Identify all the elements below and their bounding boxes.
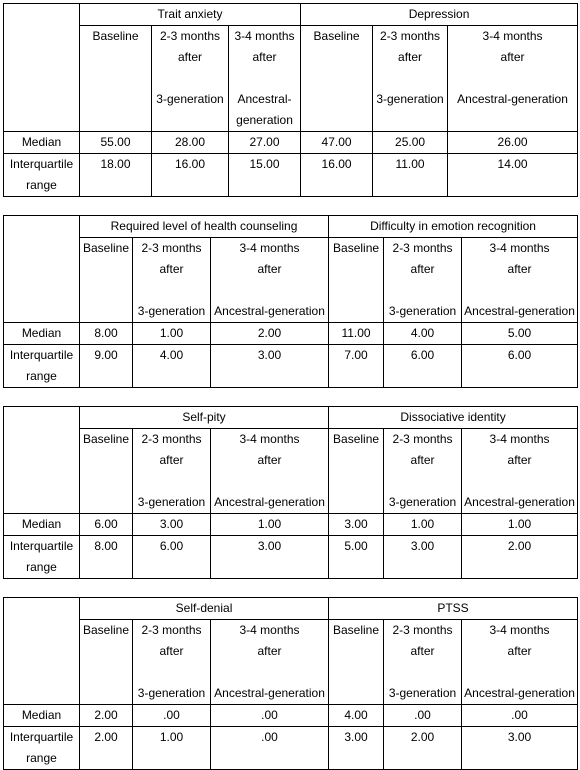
header-line: Baseline: [82, 241, 130, 255]
header-line: 3-4 months: [482, 29, 543, 43]
header-line: 2-3 months: [141, 623, 202, 637]
header-line: 2-3 months: [159, 29, 221, 43]
header-line: 3-generation: [137, 495, 206, 509]
value-cell: 2.00: [462, 536, 578, 579]
header-line: Ancestral-: [237, 92, 292, 106]
value-cell: 4.00: [329, 705, 384, 727]
value-cell: 6.00: [80, 514, 133, 536]
col-header-2-3-months: [384, 620, 462, 705]
header-line: after: [500, 50, 525, 64]
value-cell: .00: [462, 705, 578, 727]
value-cell: 3.00: [329, 514, 384, 536]
header-line: 2-3 months: [141, 432, 202, 446]
row-label: Median: [4, 323, 80, 345]
value-cell: 6.00: [384, 345, 462, 388]
header-line: after: [410, 644, 435, 658]
header-line: 3-generation: [388, 495, 457, 509]
header-line: after: [507, 644, 532, 658]
header-line: after: [410, 453, 435, 467]
value-cell: 5.00: [329, 536, 384, 579]
value-cell: 3.00: [211, 536, 329, 579]
sub-header-row: [4, 238, 578, 323]
value-cell: 4.00: [384, 323, 462, 345]
header-line: 3-generation: [156, 92, 224, 106]
value-cell: 3.00: [329, 727, 384, 770]
table-row-iqr: [4, 536, 578, 579]
group-header-row: [4, 216, 578, 238]
col-header-3-4-months: [462, 238, 578, 323]
value-cell: 2.00: [211, 323, 329, 345]
header-line: after: [257, 644, 282, 658]
value-cell: .00: [384, 705, 462, 727]
value-cell: 8.00: [80, 323, 133, 345]
header-line: 3-4 months: [239, 241, 300, 255]
header-line: 3-generation: [388, 686, 457, 700]
header-line: after: [507, 453, 532, 467]
corner-cell: [4, 407, 80, 514]
col-header-3-4-months: [211, 238, 329, 323]
value-cell: 16.00: [301, 154, 373, 197]
value-cell: 26.00: [448, 132, 578, 154]
row-label: Median: [4, 514, 80, 536]
header-line: after: [177, 50, 202, 64]
header-line: after: [410, 262, 435, 276]
stats-table-selfdenial-ptss: [3, 597, 578, 770]
table-row-iqr: [4, 727, 578, 770]
table-row-median: [4, 132, 578, 154]
group-title: PTSS: [329, 598, 578, 620]
col-header-2-3-months: [384, 429, 462, 514]
value-cell: 3.00: [211, 345, 329, 388]
header-line: 3-4 months: [239, 432, 300, 446]
value-cell: 47.00: [301, 132, 373, 154]
group-header-row: [4, 4, 578, 26]
table-row-median: [4, 323, 578, 345]
header-line: 2-3 months: [380, 29, 441, 43]
value-cell: 1.00: [133, 727, 211, 770]
col-header-2-3-months: [384, 238, 462, 323]
col-header-3-4-months: [462, 620, 578, 705]
header-line: 3-generation: [137, 686, 206, 700]
stats-table-selfpity-dissociative: [3, 406, 578, 579]
col-header-baseline: [80, 620, 133, 705]
header-line: after: [159, 644, 184, 658]
header-line: Ancestral-generation: [464, 686, 575, 700]
header-line: Baseline: [333, 432, 380, 446]
group-header-row: [4, 407, 578, 429]
value-cell: 55.00: [80, 132, 152, 154]
group-title: Depression: [301, 4, 578, 26]
header-line: after: [257, 262, 282, 276]
header-line: generation: [236, 113, 293, 127]
header-line: 3-4 months: [489, 623, 550, 637]
col-header-baseline: [301, 26, 373, 132]
value-cell: 18.00: [80, 154, 152, 197]
header-line: Baseline: [333, 623, 380, 637]
col-header-2-3-months: [373, 26, 448, 132]
value-cell: 1.00: [384, 514, 462, 536]
value-cell: 1.00: [133, 323, 211, 345]
header-line: after: [257, 453, 282, 467]
header-line: 3-generation: [388, 304, 457, 318]
group-title: Required level of health counseling: [80, 216, 329, 238]
value-cell: 15.00: [229, 154, 301, 197]
stats-table-trait-anxiety-depression: [3, 3, 578, 197]
value-cell: 11.00: [329, 323, 384, 345]
row-label: Median: [4, 705, 80, 727]
value-cell: 3.00: [462, 727, 578, 770]
value-cell: 3.00: [384, 536, 462, 579]
row-label: Interquartile range: [4, 345, 80, 388]
header-line: Ancestral-generation: [464, 495, 575, 509]
value-cell: 3.00: [133, 514, 211, 536]
table-row-median: [4, 705, 578, 727]
value-cell: 11.00: [373, 154, 448, 197]
table-row-iqr: [4, 154, 578, 197]
header-line: Ancestral-generation: [214, 304, 325, 318]
group-title: Self-denial: [80, 598, 329, 620]
header-line: 3-4 months: [489, 241, 550, 255]
value-cell: 16.00: [152, 154, 229, 197]
value-cell: 25.00: [373, 132, 448, 154]
header-line: Baseline: [82, 432, 130, 446]
row-label: Median: [4, 132, 80, 154]
sub-header-row: [4, 620, 578, 705]
col-header-3-4-months: [211, 429, 329, 514]
value-cell: 8.00: [80, 536, 133, 579]
header-line: 3-4 months: [489, 432, 550, 446]
group-header-row: [4, 598, 578, 620]
value-cell: .00: [211, 727, 329, 770]
col-header-baseline: [329, 238, 384, 323]
group-title: Trait anxiety: [80, 4, 301, 26]
corner-cell: [4, 598, 80, 705]
header-line: 2-3 months: [392, 432, 453, 446]
header-line: 3-generation: [137, 304, 206, 318]
header-line: Ancestral-generation: [214, 495, 325, 509]
value-cell: 6.00: [133, 536, 211, 579]
group-title: Self-pity: [80, 407, 329, 429]
value-cell: 5.00: [462, 323, 578, 345]
value-cell: 9.00: [80, 345, 133, 388]
header-line: 3-4 months: [239, 623, 300, 637]
header-line: Baseline: [313, 29, 360, 43]
col-header-3-4-months: [462, 429, 578, 514]
col-header-baseline: [329, 620, 384, 705]
value-cell: 2.00: [384, 727, 462, 770]
row-label: Interquartile range: [4, 727, 80, 770]
sub-header-row: [4, 26, 578, 132]
value-cell: 7.00: [329, 345, 384, 388]
value-cell: 28.00: [152, 132, 229, 154]
header-line: after: [159, 453, 184, 467]
value-cell: .00: [211, 705, 329, 727]
value-cell: 27.00: [229, 132, 301, 154]
sub-header-row: [4, 429, 578, 514]
col-header-2-3-months: [152, 26, 229, 132]
stats-table-counseling-emotion: [3, 215, 578, 388]
col-header-baseline: [80, 429, 133, 514]
value-cell: 1.00: [462, 514, 578, 536]
group-title: Difficulty in emotion recognition: [329, 216, 578, 238]
header-line: after: [252, 50, 277, 64]
header-line: 3-generation: [376, 92, 444, 106]
header-line: 2-3 months: [392, 241, 453, 255]
value-cell: 1.00: [211, 514, 329, 536]
row-label: Interquartile range: [4, 536, 80, 579]
corner-cell: [4, 216, 80, 323]
col-header-3-4-months: [448, 26, 578, 132]
value-cell: 14.00: [448, 154, 578, 197]
header-line: 2-3 months: [141, 241, 202, 255]
group-title: Dissociative identity: [329, 407, 578, 429]
header-line: Baseline: [82, 623, 130, 637]
col-header-baseline: [80, 238, 133, 323]
header-line: 2-3 months: [392, 623, 453, 637]
value-cell: 2.00: [80, 705, 133, 727]
row-label: Interquartile range: [4, 154, 80, 197]
header-line: 3-4 months: [234, 29, 295, 43]
value-cell: .00: [133, 705, 211, 727]
header-line: after: [398, 50, 423, 64]
value-cell: 6.00: [462, 345, 578, 388]
table-row-median: [4, 514, 578, 536]
corner-cell: [4, 4, 80, 132]
col-header-2-3-months: [133, 429, 211, 514]
col-header-2-3-months: [133, 238, 211, 323]
value-cell: 2.00: [80, 727, 133, 770]
table-row-iqr: [4, 345, 578, 388]
header-line: Ancestral-generation: [214, 686, 325, 700]
header-line: after: [159, 262, 184, 276]
col-header-3-4-months: [211, 620, 329, 705]
col-header-baseline: [329, 429, 384, 514]
col-header-2-3-months: [133, 620, 211, 705]
value-cell: 4.00: [133, 345, 211, 388]
header-line: Baseline: [92, 29, 139, 43]
col-header-baseline: [80, 26, 152, 132]
header-line: Ancestral-generation: [464, 304, 575, 318]
col-header-3-4-months: [229, 26, 301, 132]
header-line: Baseline: [333, 241, 380, 255]
header-line: Ancestral-generation: [457, 92, 568, 106]
header-line: after: [507, 262, 532, 276]
